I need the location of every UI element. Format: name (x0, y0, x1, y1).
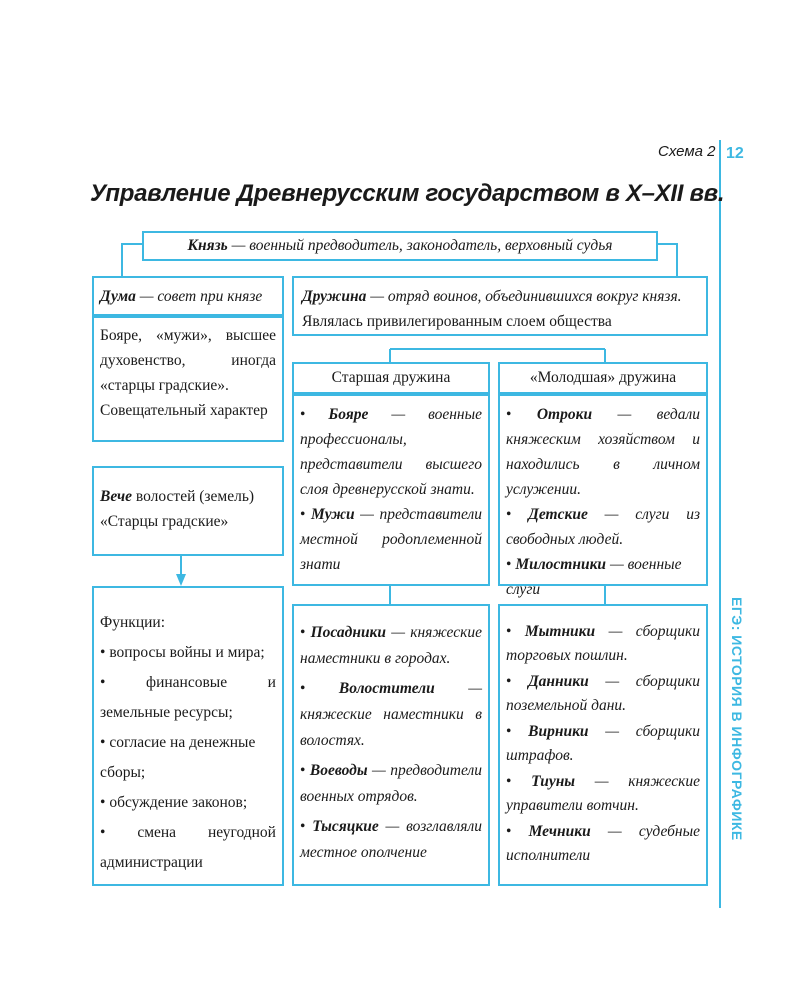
list-item: • вопросы войны и мира; (100, 638, 276, 668)
veche-rest: волостей (земель) (132, 488, 255, 505)
list-item: • Мытники — сборщики торговых пошлин. (506, 620, 700, 668)
list-item: • финансовые и земельные ресурсы; (100, 668, 276, 728)
senior-officials-box (292, 604, 490, 886)
list-item: • Бояре — военные профессионалы, представители высшего слоя древнерусской знати. (300, 402, 482, 502)
list-item: • смена неугодной администрации (100, 818, 276, 878)
list-item: • Тысяцкие — возглавляли местное ополчение (300, 814, 482, 866)
senior-druzhina-body (292, 394, 490, 586)
arrow-down-icon (176, 574, 186, 586)
page-title: Управление Древнерусским государством в X–XII вв. (90, 180, 725, 207)
junior-druzhina-body (498, 394, 708, 598)
senior-druzhina-header: Старшая дружина (292, 362, 490, 394)
duma-definition: — совет при князе (135, 288, 263, 305)
junior-officials-box (498, 604, 708, 886)
list-item: • Мужи — представители местной родоплеменной знати (300, 502, 482, 577)
druzhina-term: Дружина (302, 288, 367, 305)
list-item: • Милостники — военные слуги (506, 552, 700, 602)
veche-line2: «Старцы градские» (100, 513, 229, 530)
prince-term: Князь (187, 237, 228, 254)
list-item: • Детские — слуги из свободных людей. (506, 502, 700, 552)
list-item: • Волостители — княжеские наместники в волостях. (300, 676, 482, 754)
duma-character: Совещательный характер (100, 402, 268, 419)
list-item: • Посадники — княжеские наместники в городах. (300, 620, 482, 672)
connector-prince-duma (122, 244, 142, 276)
druzhina-note: Являлась привилегированным слоем общества (302, 313, 612, 330)
druzhina-box (292, 276, 708, 336)
duma-body (92, 316, 284, 442)
functions-title: Функции: (100, 614, 166, 631)
list-item: • обсуждение законов; (100, 788, 276, 818)
veche-term: Вече (100, 488, 133, 505)
list-item: • Воеводы — предводители военных отрядов. (300, 758, 482, 810)
junior-druzhina-header: «Молодшая» дружина (498, 362, 708, 394)
connector-prince-druzhina (657, 244, 677, 276)
duma-header (92, 276, 284, 316)
list-item: • согласие на денежные сборы; (100, 728, 276, 788)
list-item: • Тиуны — княжеские управители вотчин. (506, 770, 700, 818)
list-item: • Вирники — сборщики штрафов. (506, 720, 700, 768)
page-number: 12 (726, 145, 744, 162)
veche-box (92, 466, 284, 556)
prince-definition: — военный предводитель, законодатель, верховный судья (227, 237, 613, 254)
side-label: ЕГЭ: ИСТОРИЯ В ИНФОГРАФИКЕ (729, 597, 745, 841)
duma-members: Бояре, «мужи», высшее духовенство, иногда «старцы градские». (100, 327, 276, 394)
list-item: • Данники — сборщики поземельной дани. (506, 670, 700, 718)
prince-box (142, 231, 658, 261)
druzhina-definition: — отряд воинов, объединившихся вокруг князя. (366, 288, 682, 305)
scheme-label: Схема 2 (658, 143, 716, 160)
list-item: • Отроки — ведали княжеским хозяйством и находились в личном услужении. (506, 402, 700, 502)
functions-box (92, 586, 284, 886)
duma-term: Дума (100, 288, 136, 305)
list-item: • Мечники — судебные исполнители (506, 820, 700, 868)
